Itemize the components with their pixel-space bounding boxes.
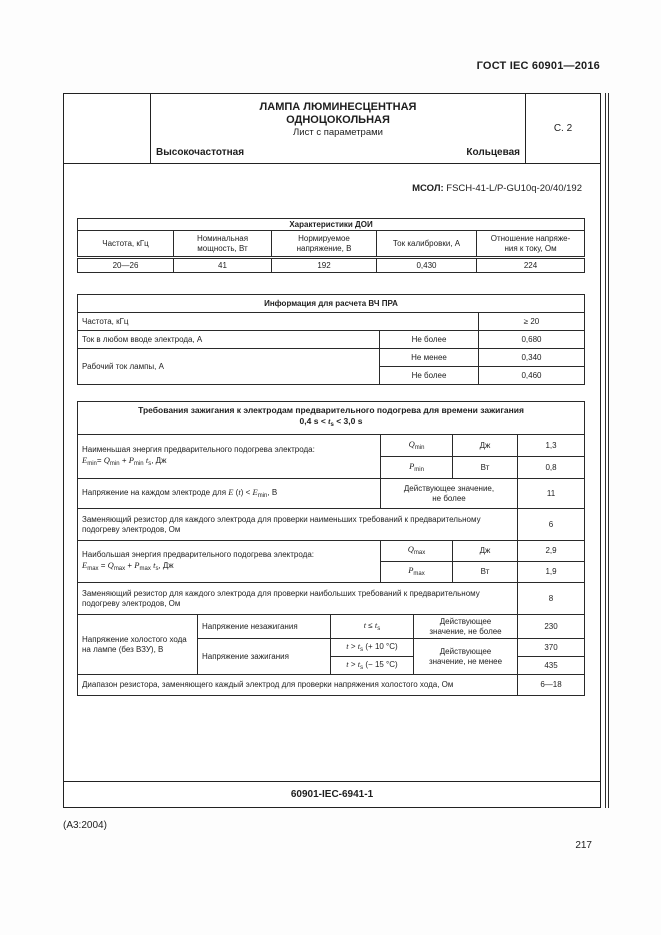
value-cell: 6—18 — [518, 675, 585, 696]
table-row — [78, 583, 585, 615]
time-condition-cell: $t > t_s$ (+ 10 °C) — [331, 639, 414, 657]
value-cell: 11 — [518, 479, 585, 509]
time-condition-cell: $t > t_s$ (− 15 °C) — [331, 657, 414, 675]
value-cell: 0,430 — [377, 258, 477, 273]
value-cell: 0,680 — [479, 331, 585, 349]
symbol-cell: $Q_{min}$ — [381, 435, 453, 457]
condition-cell: Действующее значение, не более — [381, 479, 518, 509]
symbol-cell: $P_{min}$ — [381, 457, 453, 479]
row-label: Заменяющий резистор для каждого электрода для проверки наибольших требований к предварительному подогреву электродов, Ом — [78, 583, 518, 615]
lamp-type-right: Кольцевая — [466, 147, 520, 158]
lamp-designation — [412, 183, 582, 194]
mcol-label: МСОЛ: — [412, 183, 444, 194]
frame-double-line — [605, 93, 609, 808]
sub-row-label: Напряжение зажигания — [198, 639, 331, 675]
row-label: Наибольшая энергия предварительного подогрева электрода: $E_{max} = Q_{max} + P_{max}$ $t_s$, Дж — [78, 541, 381, 583]
row-label: Наименьшая энергия предварительного подогрева электрода: $E_{min}= Q_{min} + P_{min}$ $t_s$, Дж — [78, 435, 381, 479]
value-cell: 8 — [518, 583, 585, 615]
footer-standard-code: 60901-IEC-6941-1 — [290, 789, 374, 801]
table-row — [78, 219, 585, 231]
value-cell: 6 — [518, 509, 585, 541]
table-row — [78, 615, 585, 639]
row-label: Напряжение на каждом электроде для E $(t) < E_{min}$, В — [78, 479, 381, 509]
table-row — [78, 541, 585, 562]
table-row — [78, 313, 585, 331]
col-header: Частота, кГц — [78, 231, 174, 258]
symbol-cell: $Q_{max}$ — [381, 541, 453, 562]
col-header: Отношение напряже- ния к току, Ом — [477, 231, 585, 258]
unit-cell: Дж — [453, 435, 518, 457]
lamp-type-left: Высокочастотная — [156, 147, 245, 158]
lamp-type-row — [156, 147, 520, 158]
unit-cell: Дж — [453, 541, 518, 562]
doi-characteristics-table — [77, 218, 585, 273]
sub-row-label: Напряжение незажигания — [198, 615, 331, 639]
symbol-cell: $P_{max}$ — [381, 562, 453, 583]
row-label: Рабочий ток лампы, А — [78, 349, 380, 385]
value-cell: 230 — [518, 615, 585, 639]
table-header-row — [78, 402, 585, 435]
table-row — [78, 509, 585, 541]
row-label: Ток в любом вводе электрода, А — [78, 331, 380, 349]
time-condition-cell: $t \le t_s$ — [331, 615, 414, 639]
condition-cell: Действующее значение, не более — [414, 615, 518, 639]
value-cell: 435 — [518, 657, 585, 675]
page-label: С. 2 — [553, 123, 573, 134]
table-title — [78, 402, 585, 435]
value-cell: 224 — [477, 258, 585, 273]
formula: $E_{max} = Q_{max} + P_{max}$ $t_s$, Дж — [82, 559, 174, 572]
row-label: Напряжение холостого хода на лампе (без ВЗУ), В — [78, 615, 198, 675]
title-block-center — [151, 94, 525, 163]
value-cell: 20—26 — [78, 258, 174, 273]
lamp-title-line2: ОДНОЦОКОЛЬНАЯ — [286, 114, 390, 126]
value-cell: 0,460 — [479, 367, 585, 385]
amendment-note: (А3:2004) — [63, 820, 107, 831]
mcol-value: FSCH-41-L/P-GU10q-20/40/192 — [443, 183, 582, 194]
table-row — [78, 295, 585, 313]
value-cell: 41 — [174, 258, 272, 273]
table-row — [78, 258, 585, 273]
condition-cell: Действующее значение, не менее — [414, 639, 518, 675]
formula: $E_{min}= Q_{min} + P_{min}$ $t_s$, Дж — [82, 454, 167, 467]
table-title-line2: 0,4 $s < t_s < 3,0$ s — [299, 416, 363, 428]
value-cell: 0,8 — [518, 457, 585, 479]
lamp-title-line1: ЛАМПА ЛЮМИНЕСЦЕНТНАЯ — [259, 101, 417, 113]
page-label-cell — [525, 94, 600, 163]
table-row — [78, 479, 585, 509]
condition-cell: Не более — [380, 331, 479, 349]
unit-cell: Вт — [453, 457, 518, 479]
sheet-subtitle: Лист с параметрами — [293, 127, 383, 138]
value-cell: 1,9 — [518, 562, 585, 583]
table-row — [78, 331, 585, 349]
condition-cell: Не более — [380, 367, 479, 385]
table-row — [78, 349, 585, 367]
footer-band — [64, 781, 600, 808]
value-cell: ≥ 20 — [479, 313, 585, 331]
col-header: Нормируемое напряжение, В — [272, 231, 377, 258]
table-header-row — [78, 231, 585, 258]
row-label: Заменяющий резистор для каждого электрода для проверки наименьших требований к предварительному подогреву электродов, Ом — [78, 509, 518, 541]
page-frame — [63, 93, 601, 808]
value-cell: 0,340 — [479, 349, 585, 367]
table-title-line1: Требования зажигания к электродам предварительного подогрева для времени зажигания — [138, 405, 524, 415]
value-cell: 192 — [272, 258, 377, 273]
hf-ballast-info-table — [77, 294, 585, 385]
table-title: Характеристики ДОИ — [78, 219, 585, 231]
row-label: Диапазон резистора, заменяющего каждый электрод для проверки напряжения холостого хода, Ом — [78, 675, 518, 696]
value-cell: 1,3 — [518, 435, 585, 457]
ignition-requirements-table — [77, 401, 585, 696]
table-title: Информация для расчета ВЧ ПРА — [78, 295, 585, 313]
row-label: Частота, кГц — [78, 313, 479, 331]
value-cell: 2,9 — [518, 541, 585, 562]
value-cell: 370 — [518, 639, 585, 657]
title-block-empty-cell — [64, 94, 151, 163]
table-row — [78, 435, 585, 457]
page-number: 217 — [575, 840, 592, 851]
col-header: Номинальная мощность, Вт — [174, 231, 272, 258]
standard-code: ГОСТ IEC 60901—2016 — [476, 60, 600, 72]
condition-cell: Не менее — [380, 349, 479, 367]
col-header: Ток калибровки, А — [377, 231, 477, 258]
title-block — [64, 94, 600, 164]
unit-cell: Вт — [453, 562, 518, 583]
table-row — [78, 675, 585, 696]
